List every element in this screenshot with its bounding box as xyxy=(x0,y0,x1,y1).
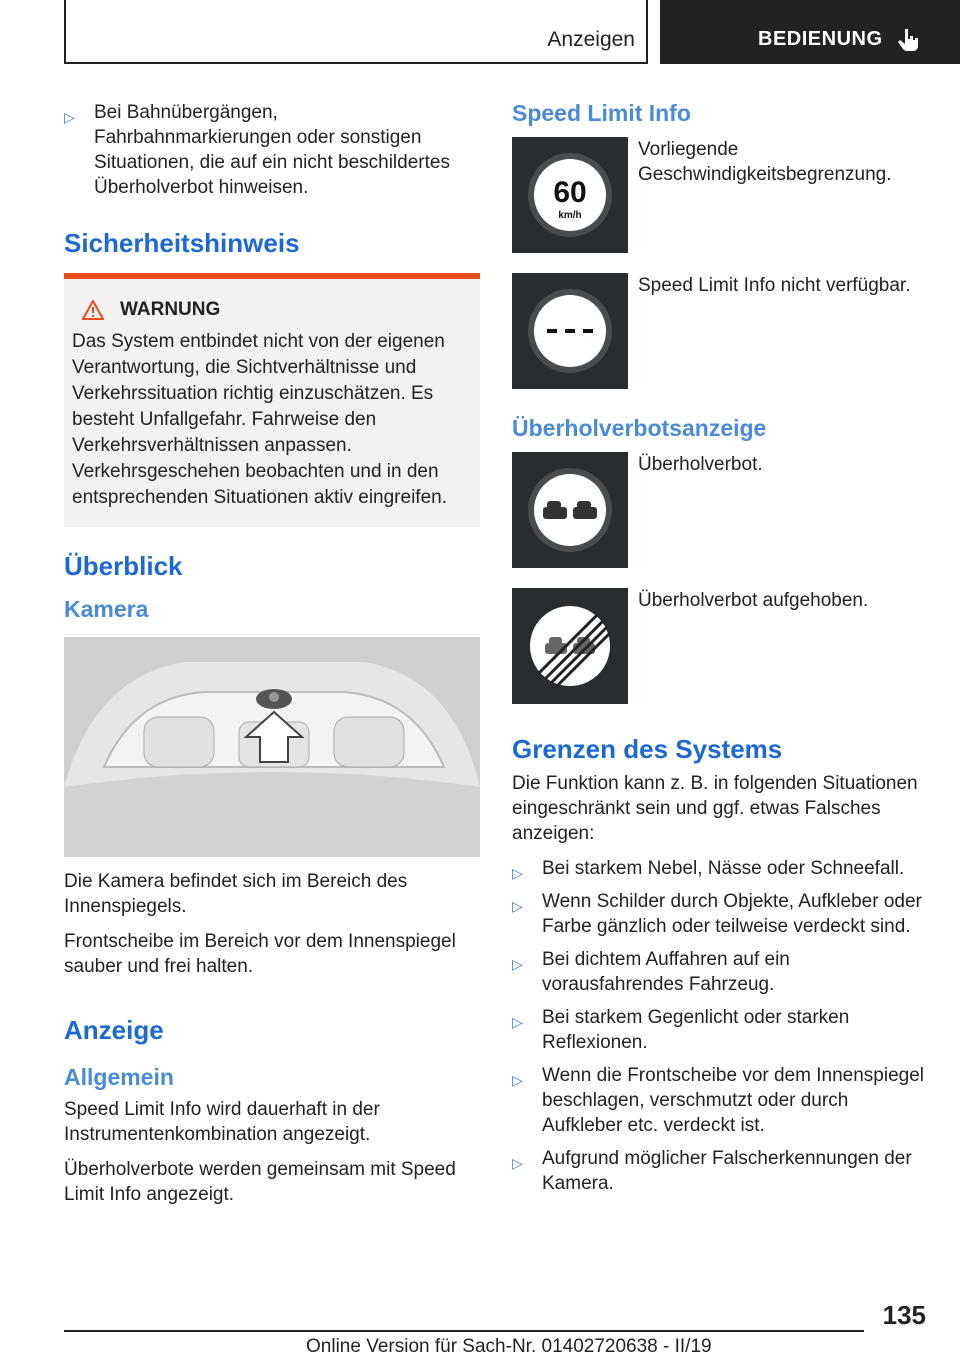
windshield-camera-illustration xyxy=(64,637,480,857)
limits-intro: Die Funktion kann z. B. in folgenden Situationen eingeschränkt sein und ggf. etwas Falsches anzeigen: xyxy=(512,773,918,844)
right-column xyxy=(512,100,928,1204)
speed-limit-unit: km/h xyxy=(558,210,582,221)
list-item-text: Bei starkem Gegenlicht oder starken Reflexionen. xyxy=(542,1007,850,1053)
sign-row-no-passing-end xyxy=(512,588,928,704)
warning-title: WARNUNG xyxy=(120,299,221,320)
left-column xyxy=(64,100,480,1217)
page-number: 135 xyxy=(882,1300,926,1330)
limits-heading: Grenzen des Systems xyxy=(512,734,783,764)
no-passing-end-sign-icon xyxy=(512,588,628,704)
end-of-no-passing-icon xyxy=(525,601,615,691)
list-item-text: Bei starkem Nebel, Nässe oder Schneefall. xyxy=(542,858,905,879)
no-passing-icon xyxy=(525,465,615,555)
sign-row-no-passing xyxy=(512,452,928,568)
footer-divider xyxy=(64,1330,864,1332)
no-passing-sign-icon xyxy=(512,452,628,568)
general-text-2: Überholverbote werden gemeinsam mit Speed Limit Info angezeigt. xyxy=(64,1159,456,1205)
sign-row-unavailable xyxy=(512,273,928,389)
warning-title-row xyxy=(72,299,472,321)
sign3-text: Überholverbot. xyxy=(638,454,763,475)
bullet-triangle-icon: ▷ xyxy=(512,898,523,914)
header-chapter-tab[interactable] xyxy=(660,0,960,64)
list-item xyxy=(512,1146,928,1196)
list-item xyxy=(512,889,928,939)
sign1-text: Vorliegende Geschwindigkeitsbegrenzung. xyxy=(638,139,892,185)
footer-text: Online Version für Sach-Nr. 01402720638 - II/19 xyxy=(306,1336,712,1357)
bullet-triangle-icon: ▷ xyxy=(64,109,75,125)
general-heading: Allgemein xyxy=(64,1064,174,1090)
list-item-text: Aufgrund möglicher Falscherkennungen der Kamera. xyxy=(542,1148,912,1194)
bullet-triangle-icon: ▷ xyxy=(512,1072,523,1088)
bullet-triangle-icon: ▷ xyxy=(512,956,523,972)
speed-limit-unavailable-sign-icon xyxy=(512,273,628,389)
camera-heading: Kamera xyxy=(64,596,149,622)
warning-triangle-icon xyxy=(82,300,104,320)
bullet-triangle-icon: ▷ xyxy=(512,1155,523,1171)
warning-text: Das System entbindet nicht von der eigenen Verantwortung, die Sichtverhältnisse und Verkehrssituation richtig einzuschätzen. Es besteht Unfallgefahr. Fahrweise den Verkehrsverhältnissen anpassen. Verkehrsgeschehen beobachten und in den entsprechenden Situationen aktiv eingreifen. xyxy=(72,331,447,508)
list-item xyxy=(64,100,480,200)
list-item-text: Bei Bahnübergängen, Fahrbahnmarkierungen oder sonstigen Situationen, die auf ein nicht beschildertes Überholverbot hinweisen. xyxy=(94,102,450,198)
general-text-1: Speed Limit Info wird dauerhaft in der Instrumentenkombination angezeigt. xyxy=(64,1099,380,1145)
list-item-text: Bei dichtem Auffahren auf ein vorausfahrendes Fahrzeug. xyxy=(542,949,790,995)
safety-heading: Sicherheitshinweis xyxy=(64,228,300,258)
sli-heading: Speed Limit Info xyxy=(512,100,691,126)
no-passing-heading: Überholverbotsanzeige xyxy=(512,415,767,441)
speed-limit-sign-icon xyxy=(512,137,628,253)
warning-box xyxy=(64,273,480,527)
bullet-triangle-icon: ▷ xyxy=(512,865,523,881)
hand-pointer-icon xyxy=(896,26,922,52)
list-item xyxy=(512,856,928,881)
camera-location-image xyxy=(64,637,480,857)
list-item xyxy=(512,1063,928,1138)
camera-text-1: Die Kamera befindet sich im Bereich des Innenspiegels. xyxy=(64,871,408,917)
overview-heading: Überblick xyxy=(64,551,183,581)
display-heading: Anzeige xyxy=(64,1015,164,1045)
speed-limit-60-icon xyxy=(525,150,615,240)
list-item xyxy=(512,947,928,997)
dashes-sign-icon xyxy=(525,286,615,376)
camera-text-2: Frontscheibe im Bereich vor dem Innenspiegel sauber und frei halten. xyxy=(64,931,456,977)
speed-limit-value: 60 xyxy=(553,176,587,209)
sign4-text: Überholverbot aufgehoben. xyxy=(638,590,869,611)
header-chapter-label: BEDIENUNG xyxy=(758,28,883,50)
header-section-title: Anzeigen xyxy=(547,28,635,51)
sign2-text: Speed Limit Info nicht verfügbar. xyxy=(638,275,911,296)
list-item xyxy=(512,1005,928,1055)
bullet-triangle-icon: ▷ xyxy=(512,1014,523,1030)
list-item-text: Wenn die Frontscheibe vor dem Innenspiegel beschlagen, verschmutzt oder durch Aufkleber etc. verdeckt ist. xyxy=(542,1065,924,1136)
sign-row-speed-limit xyxy=(512,137,928,253)
list-item-text: Wenn Schilder durch Objekte, Aufkleber oder Farbe gänzlich oder teilweise verdeckt sind. xyxy=(542,891,922,937)
